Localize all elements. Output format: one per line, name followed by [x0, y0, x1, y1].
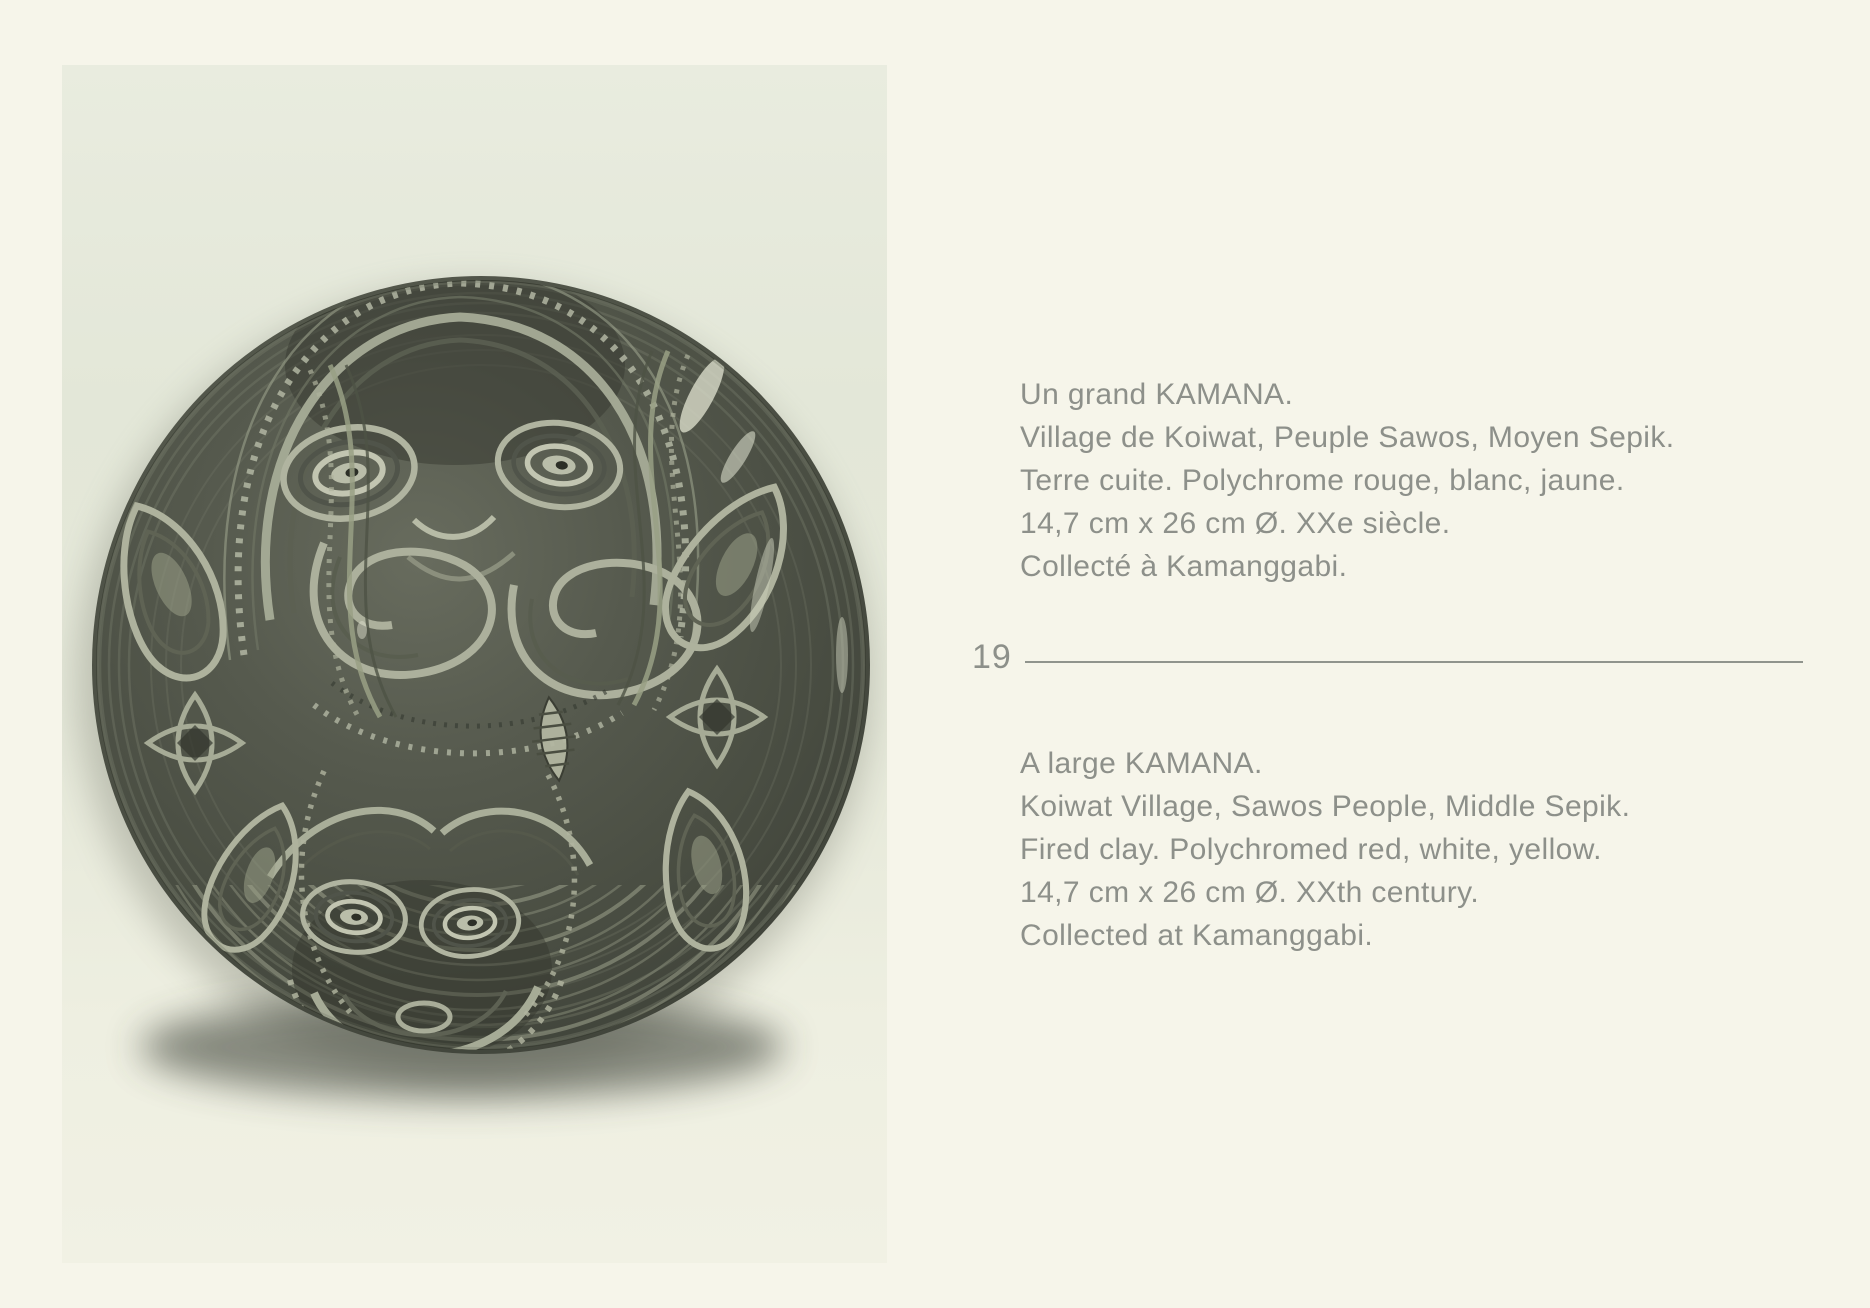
- entry-english: [1020, 742, 1780, 957]
- entry-french-line-1: Un grand KAMANA.: [1020, 378, 1294, 411]
- entry-french-line-5: Collecté à Kamanggabi.: [1020, 550, 1348, 583]
- entry-english-line-5: Collected at Kamanggabi.: [1020, 919, 1374, 952]
- entry-french: [1020, 373, 1780, 588]
- entry-french-line-3: Terre cuite. Polychrome rouge, blanc, jaune.: [1020, 464, 1625, 497]
- entry-english-line-2: Koiwat Village, Sawos People, Middle Sepik.: [1020, 790, 1631, 823]
- entry-english-line-4: 14,7 cm x 26 cm Ø. XXth century.: [1020, 876, 1480, 909]
- entry-french-line-2: Village de Koiwat, Peuple Sawos, Moyen Sepik.: [1020, 421, 1675, 454]
- kamana-pot-photo: [62, 65, 887, 1263]
- entry-french-line-4: 14,7 cm x 26 cm Ø. XXe siècle.: [1020, 507, 1451, 540]
- kamana-pot-illustration: [62, 65, 887, 1263]
- entry-english-line-1: A large KAMANA.: [1020, 747, 1263, 780]
- catalog-rule: [1025, 661, 1803, 663]
- entry-english-line-3: Fired clay. Polychromed red, white, yellow.: [1020, 833, 1602, 866]
- catalog-number: 19: [972, 638, 1012, 676]
